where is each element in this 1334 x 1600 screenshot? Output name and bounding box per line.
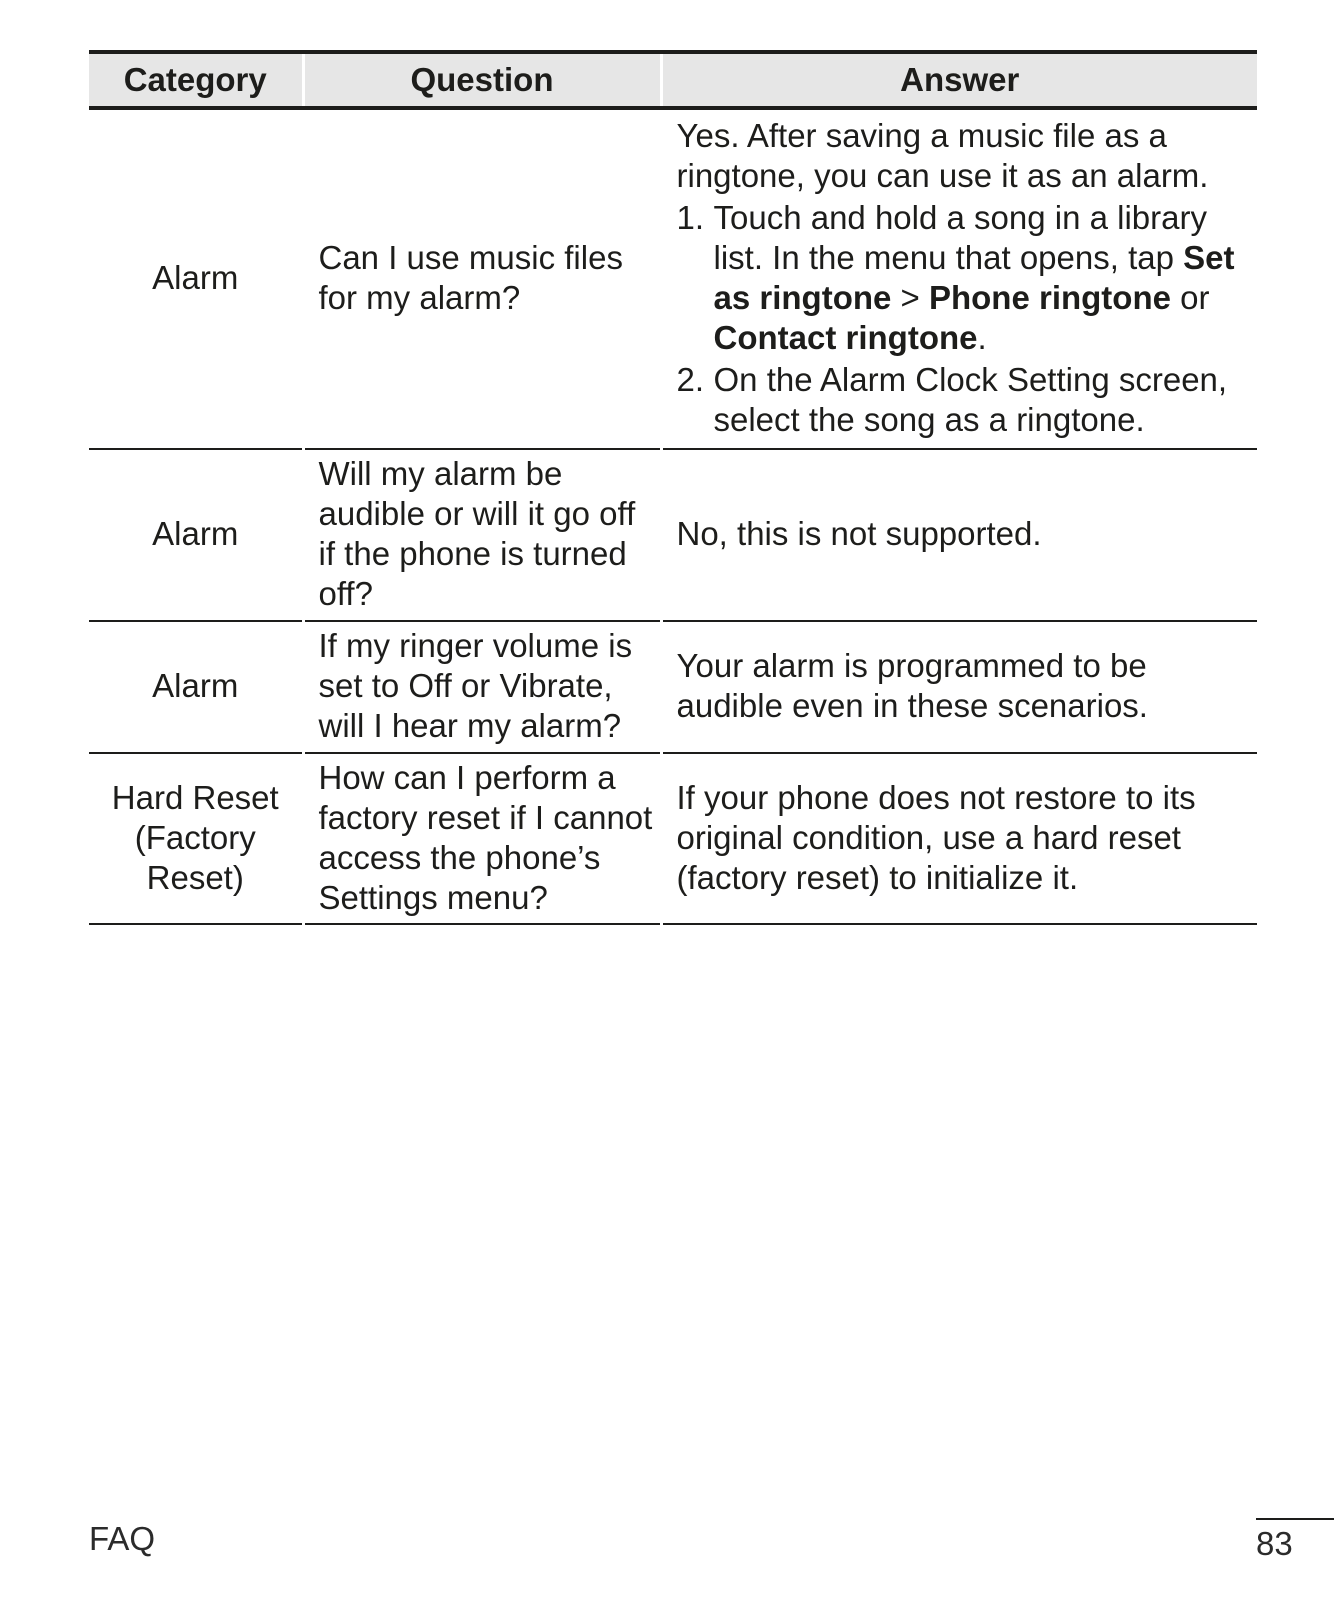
page-number: 83 — [1256, 1525, 1293, 1562]
question-cell: How can I perform a factory reset if I cannot access the phone’s Settings menu? — [303, 753, 661, 924]
answer-cell: No, this is not supported. — [661, 449, 1257, 621]
menu-option-phone-ringtone: Phone ringtone — [928, 279, 1171, 316]
footer-divider — [1256, 1518, 1334, 1520]
table-header — [89, 52, 1257, 108]
answer-intro: Yes. After saving a music file as a ringtone, you can use it as an alarm. — [676, 117, 1209, 194]
step-text-or: or — [1170, 279, 1210, 316]
table-row — [89, 753, 1257, 924]
menu-option-contact-ringtone: Contact ringtone — [713, 319, 978, 356]
column-header-question: Question — [303, 52, 661, 108]
category-cell: Alarm — [152, 259, 239, 296]
header-row — [89, 52, 1257, 108]
table-row — [89, 621, 1257, 753]
step-number: 2. — [676, 361, 705, 398]
column-header-category: Category — [123, 61, 267, 98]
answer-cell — [661, 108, 1257, 449]
category-cell: Alarm — [152, 667, 239, 704]
step-item — [677, 198, 1250, 358]
table-body — [89, 108, 1257, 924]
step-text: On the Alarm Clock Setting screen, select the song as a ringtone. — [713, 361, 1228, 438]
table-row — [89, 449, 1257, 621]
step-number: 1. — [676, 199, 705, 236]
step-text: Touch and hold a song in a library list. In the menu that opens, tap — [713, 199, 1207, 276]
step-text-end: . — [977, 319, 987, 356]
footer-section-label: FAQ — [89, 1520, 156, 1557]
menu-option-set-as-ringtone: Set as ringtone — [713, 239, 1235, 316]
faq-table — [89, 50, 1257, 925]
answer-steps — [677, 198, 1250, 440]
menu-separator: > — [891, 279, 929, 316]
category-cell: Hard Reset (Factory Reset) — [111, 778, 279, 896]
category-cell: Alarm — [152, 515, 239, 552]
answer-cell: If your phone does not restore to its original condition, use a hard reset (factory reset) to initialize it. — [661, 753, 1257, 924]
question-cell: Can I use music files for my alarm? — [303, 108, 661, 449]
step-item — [677, 360, 1250, 440]
column-header-answer: Answer — [661, 52, 1257, 108]
question-cell: If my ringer volume is set to Off or Vibrate, will I hear my alarm? — [303, 621, 661, 753]
answer-cell: Your alarm is programmed to be audible even in these scenarios. — [661, 621, 1257, 753]
table-row — [89, 108, 1257, 449]
question-cell: Will my alarm be audible or will it go off if the phone is turned off? — [303, 449, 661, 621]
